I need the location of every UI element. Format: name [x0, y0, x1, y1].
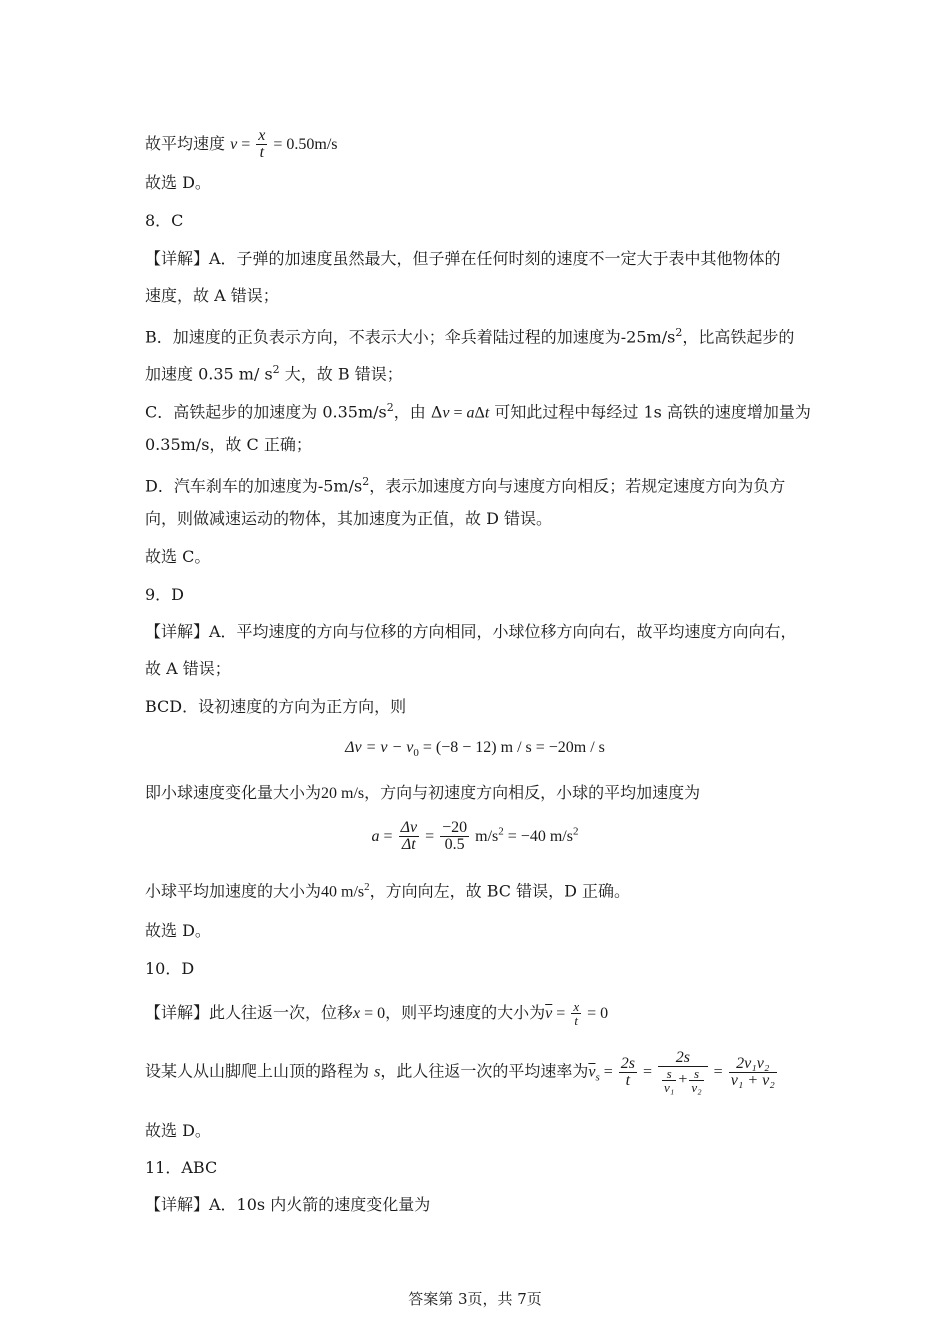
- line-choose-d: 故选 D。: [145, 921, 211, 940]
- var-v: v: [230, 136, 238, 153]
- line-detail-a: 【详解】A．子弹的加速度虽然最大，但子弹在任何时刻的速度不一定大于表中其他物体的: [145, 249, 781, 268]
- fraction-2s-over-t: $\frac{2s}{t}$: [620, 1054, 635, 1089]
- fraction-2s-over-sum: 2s $\frac{s}{\text{v₁}}$ + $\frac{s}{\text{v₂}}$: [658, 1050, 708, 1094]
- line-displacement: 【详解】此人往返一次，位移x = 0，则平均速度的大小为$\overline{v}$ = $\frac{x}{t}$ = 0: [145, 999, 609, 1028]
- page-footer: 答案第 3页，共 7页: [408, 1290, 542, 1308]
- question-11-answer: 11．ABC: [145, 1158, 218, 1177]
- line-b-cont: 加速度 0.35 m/ $s^2$ 大，故 B 错误；: [145, 363, 403, 384]
- question-10-answer: 10．D: [145, 959, 195, 978]
- line-b: B．加速度的正负表示方向，不表示大小；伞兵着陆过程的加速度为$-25m/s^2$，比高铁起步的: [145, 326, 795, 347]
- equals: =: [237, 136, 255, 153]
- question-9-answer: 9．D: [145, 585, 185, 604]
- value: = 0.50m/s: [269, 136, 338, 153]
- line-velocity-change: 即小球速度变化量大小为20 m/s，方向与初速度方向相反，小球的平均加速度为: [145, 783, 701, 802]
- fraction-dv-dt: $\frac{\Delta v}{\Delta t}$: [400, 819, 418, 853]
- line-choose-c: 故选 C。: [145, 547, 211, 566]
- equation-acceleration: a = $\frac{\Delta v}{\Delta t}$ = $\frac{-20}{0.5}$ $m/s^2 = -40$ $m/s^2$: [371, 819, 579, 853]
- fraction-x-over-t: $\frac{x}{t}$: [258, 127, 266, 161]
- line-text: 故 A 错误；: [145, 659, 231, 678]
- fraction-x-over-t: $\frac{x}{t}$: [573, 999, 580, 1028]
- line-c-cont: 0.35m/s，故 C 正确；: [145, 435, 312, 454]
- line-choose-d: 故选 D。: [145, 173, 211, 192]
- line-detail-a9: 【详解】A．平均速度的方向与位移的方向相同，小球位移方向向右，故平均速度方向向右，: [145, 622, 797, 641]
- line-d-cont: 向，则做减速运动的物体，其加速度为正值，故 D 错误。: [145, 509, 553, 528]
- line-average-velocity: [145, 128, 338, 161]
- line-text: 速度，故 A 错误；: [145, 286, 279, 305]
- line-c: C．高铁起步的加速度为 $0.35m/s^2$，由 Δv = aΔt 可知此过程中每经过 1s 高铁的速度增加量为: [145, 401, 811, 422]
- fraction-harmonic: $\frac{\text{2v₁v₂}}{\text{v₁ + v₂}}$: [730, 1054, 775, 1089]
- line-d: D．汽车刹车的加速度为$-5m/s^2$，表示加速度方向与速度方向相反；若规定速度方向为负方: [145, 475, 786, 496]
- equation-delta-v: $\Delta v = v - v_0 = (-8 - 12)$ m / s = −20m / s: [345, 739, 605, 760]
- line-acceleration-magnitude: 小球平均加速度的大小为40 $m/s^2$，方向向左，故 BC 错误，D 正确。: [145, 881, 631, 901]
- line-choose-d: 故选 D。: [145, 1121, 211, 1140]
- line-bcd: BCD．设初速度的方向为正方向，则: [145, 697, 407, 716]
- line-detail-a11: 【详解】A．10s 内火箭的速度变化量为: [145, 1195, 431, 1214]
- line-average-speed: 设某人从山脚爬上山顶的路程为 s，此人往返一次的平均速率为$\overline{v}_s$ = $\frac{2s}{t}$ = 2s $\frac{s}{\text{v₁}}$ + $\frac{s}{\text{v₂}}$ = $\frac{\text{2v₁v₂}}{\text{v₁ + v₂}}$: [145, 1049, 775, 1095]
- question-8-answer: 8．C: [145, 211, 184, 230]
- text: 故平均速度: [145, 134, 226, 153]
- fraction-value: $\frac{-20}{0.5}$: [442, 819, 468, 853]
